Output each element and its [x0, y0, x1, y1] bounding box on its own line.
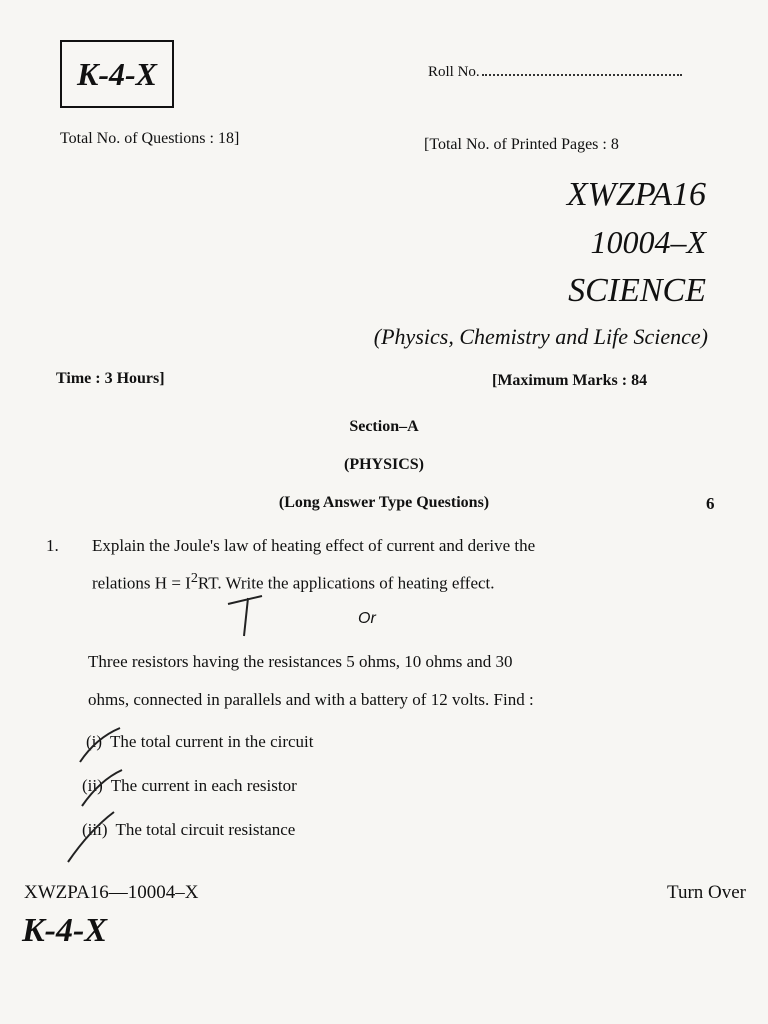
formula-prefix: relations H = I: [92, 573, 191, 593]
sub-question-text: The total current in the circuit: [110, 732, 314, 751]
formula-exponent: 2: [190, 570, 198, 586]
or-separator: Or: [358, 610, 376, 627]
turn-over-label: Turn Over: [667, 882, 746, 903]
section-type: (Long Answer Type Questions): [278, 494, 490, 511]
question-number: 1.: [46, 536, 59, 555]
section-name: Section–A: [349, 418, 419, 435]
pen-tick-mark: [68, 812, 114, 862]
subject-title: SCIENCE: [568, 272, 706, 309]
time-allowed: Time : 3 Hours]: [56, 370, 165, 387]
paper-code-box-text: K-4-X: [77, 55, 157, 92]
alt-question-line-2: ohms, connected in parallels and with a battery of 12 volts. Find :: [88, 690, 534, 709]
pen-tick-mark: [82, 770, 122, 806]
question-line-1: Explain the Joule's law of heating effect of current and derive the: [92, 536, 536, 555]
formula-suffix: RT. Write the applications of heating effect.: [197, 573, 495, 593]
section-subject: (PHYSICS): [343, 456, 424, 473]
total-questions: Total No. of Questions : 18]: [60, 130, 240, 147]
sub-question-number: (ii): [82, 776, 103, 795]
maximum-marks: [Maximum Marks : 84: [492, 372, 648, 389]
question-marks: 6: [706, 494, 715, 513]
pen-tick-mark: [80, 728, 120, 762]
footer-paper-code: XWZPA16—10004–X: [24, 882, 199, 903]
subject-detail: (Physics, Chemistry and Life Science): [373, 324, 708, 349]
sub-question-text: The current in each resistor: [110, 776, 297, 795]
total-pages: [Total No. of Printed Pages : 8: [424, 136, 619, 153]
paper-code: XWZPA16: [566, 176, 706, 213]
alt-question-line-1: Three resistors having the resistances 5 ohms, 10 ohms and 30: [88, 652, 513, 671]
roll-number-label: Roll No.: [428, 64, 480, 80]
paper-number: 10004–X: [590, 224, 706, 260]
footer-stamp: K-4-X: [22, 912, 107, 949]
sub-question-number: (i): [86, 732, 103, 751]
pen-tick-mark: [228, 596, 262, 636]
sub-question-text: The total circuit resistance: [115, 820, 296, 839]
sub-question-number: (iii): [82, 820, 108, 839]
